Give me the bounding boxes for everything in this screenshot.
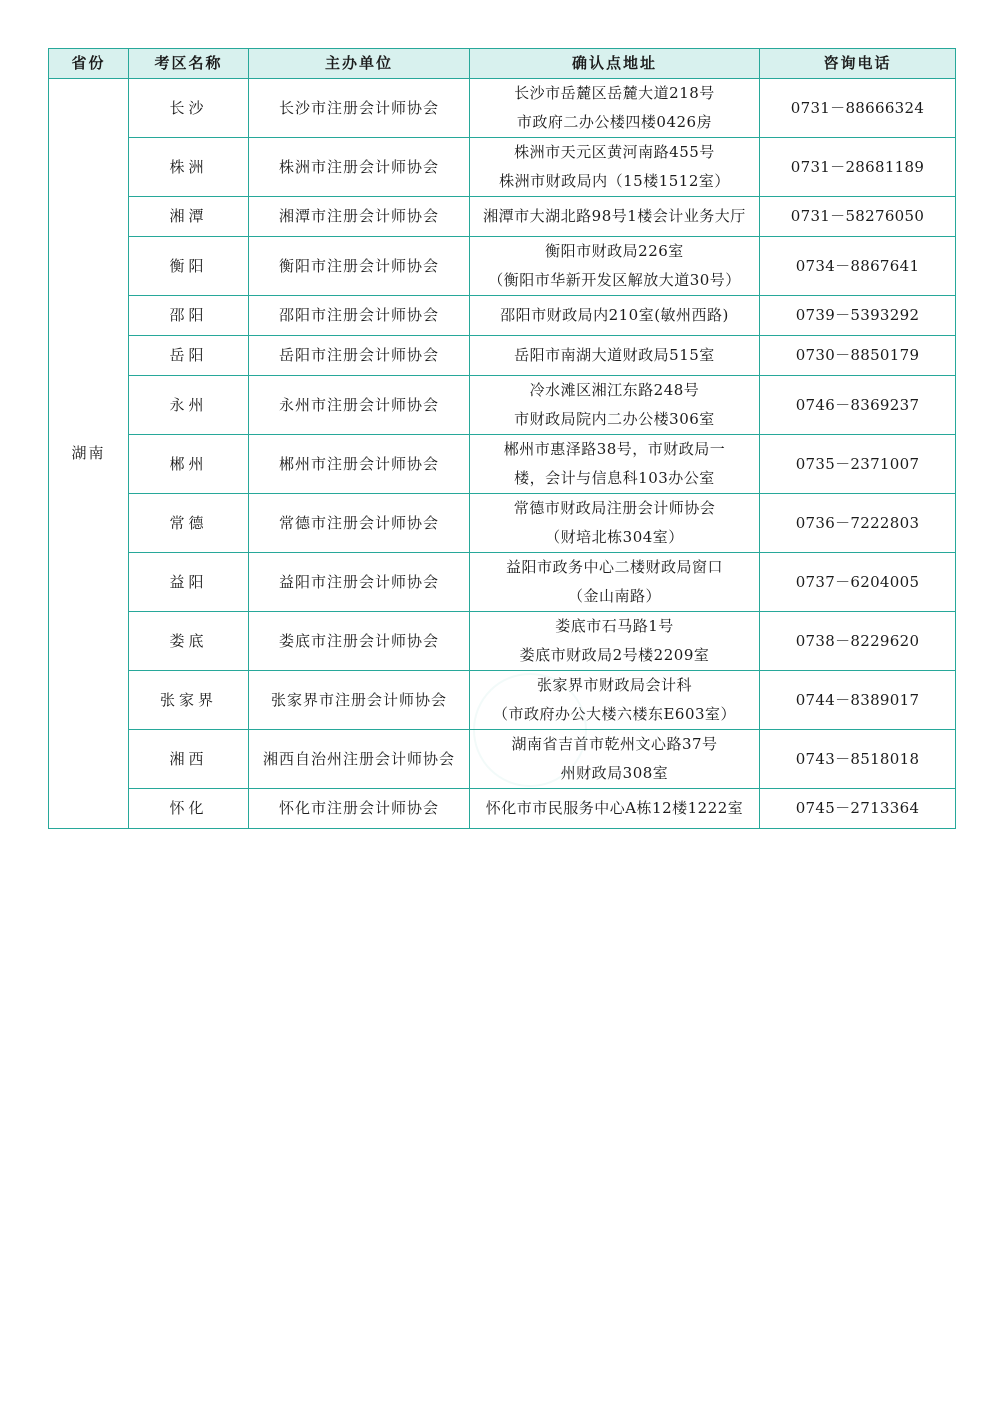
organizer-cell: 湘西自治州注册会计师协会 bbox=[249, 730, 470, 789]
organizer-cell: 娄底市注册会计师协会 bbox=[249, 612, 470, 671]
address-line: 株洲市财政局内（15楼1512室） bbox=[499, 172, 730, 190]
table-row bbox=[49, 612, 956, 671]
table-row bbox=[49, 138, 956, 197]
organizer-cell: 益阳市注册会计师协会 bbox=[249, 553, 470, 612]
area-cell: 湘潭 bbox=[129, 197, 249, 237]
area-cell: 娄底 bbox=[129, 612, 249, 671]
address-line: 衡阳市财政局226室 bbox=[545, 242, 684, 260]
table-row bbox=[49, 435, 956, 494]
address-cell bbox=[470, 730, 760, 789]
organizer-cell: 岳阳市注册会计师协会 bbox=[249, 336, 470, 376]
header-area: 考区名称 bbox=[129, 49, 249, 79]
area-cell: 株洲 bbox=[129, 138, 249, 197]
area-cell: 张家界 bbox=[129, 671, 249, 730]
organizer-cell: 衡阳市注册会计师协会 bbox=[249, 237, 470, 296]
exam-site-table bbox=[48, 48, 956, 829]
table-row bbox=[49, 553, 956, 612]
table-row bbox=[49, 336, 956, 376]
organizer-cell: 长沙市注册会计师协会 bbox=[249, 79, 470, 138]
address-line: 市财政局院内二办公楼306室 bbox=[514, 410, 715, 428]
table-row bbox=[49, 376, 956, 435]
area-cell: 衡阳 bbox=[129, 237, 249, 296]
table-row bbox=[49, 79, 956, 138]
address-cell bbox=[470, 296, 760, 336]
phone-cell: 0739－5393292 bbox=[760, 296, 956, 336]
area-cell: 郴州 bbox=[129, 435, 249, 494]
phone-cell: 0743－8518018 bbox=[760, 730, 956, 789]
organizer-cell: 邵阳市注册会计师协会 bbox=[249, 296, 470, 336]
phone-cell: 0745－2713364 bbox=[760, 789, 956, 829]
address-cell bbox=[470, 79, 760, 138]
address-line: （金山南路） bbox=[567, 587, 661, 605]
organizer-cell: 张家界市注册会计师协会 bbox=[249, 671, 470, 730]
phone-cell: 0735－2371007 bbox=[760, 435, 956, 494]
phone-cell: 0731－88666324 bbox=[760, 79, 956, 138]
phone-cell: 0736－7222803 bbox=[760, 494, 956, 553]
province-cell: 湖南 bbox=[49, 79, 129, 829]
address-line: 州财政局308室 bbox=[560, 764, 669, 782]
organizer-cell: 湘潭市注册会计师协会 bbox=[249, 197, 470, 237]
address-line: 张家界市财政局会计科 bbox=[536, 676, 692, 694]
phone-cell: 0744－8389017 bbox=[760, 671, 956, 730]
area-cell: 岳阳 bbox=[129, 336, 249, 376]
address-line: （财培北栋304室） bbox=[545, 528, 684, 546]
organizer-cell: 株洲市注册会计师协会 bbox=[249, 138, 470, 197]
address-line: 常德市财政局注册会计师协会 bbox=[513, 499, 716, 517]
table-row bbox=[49, 671, 956, 730]
table-row bbox=[49, 197, 956, 237]
phone-cell: 0737－6204005 bbox=[760, 553, 956, 612]
phone-cell: 0738－8229620 bbox=[760, 612, 956, 671]
address-line: 楼，会计与信息科103办公室 bbox=[514, 469, 715, 487]
phone-cell: 0734－8867641 bbox=[760, 237, 956, 296]
address-line: 湖南省吉首市乾州文心路37号 bbox=[511, 735, 718, 753]
phone-cell: 0731－28681189 bbox=[760, 138, 956, 197]
area-cell: 邵阳 bbox=[129, 296, 249, 336]
address-line: 娄底市石马路1号 bbox=[555, 617, 674, 635]
address-cell bbox=[470, 435, 760, 494]
address-cell bbox=[470, 494, 760, 553]
table-header-row bbox=[49, 49, 956, 79]
header-province: 省份 bbox=[49, 49, 129, 79]
address-line: 娄底市财政局2号楼2209室 bbox=[519, 646, 710, 664]
header-phone: 咨询电话 bbox=[760, 49, 956, 79]
table-row bbox=[49, 237, 956, 296]
area-cell: 永州 bbox=[129, 376, 249, 435]
address-cell bbox=[470, 612, 760, 671]
address-cell bbox=[470, 376, 760, 435]
address-line: 冷水滩区湘江东路248号 bbox=[529, 381, 700, 399]
phone-cell: 0746－8369237 bbox=[760, 376, 956, 435]
address-cell bbox=[470, 671, 760, 730]
address-line: （市政府办公大楼六楼东E603室） bbox=[492, 705, 737, 723]
area-cell: 怀化 bbox=[129, 789, 249, 829]
address-line: 长沙市岳麓区岳麓大道218号 bbox=[514, 84, 715, 102]
organizer-cell: 永州市注册会计师协会 bbox=[249, 376, 470, 435]
address-line: 株洲市天元区黄河南路455号 bbox=[514, 143, 715, 161]
phone-cell: 0731－58276050 bbox=[760, 197, 956, 237]
organizer-cell: 常德市注册会计师协会 bbox=[249, 494, 470, 553]
address-cell bbox=[470, 336, 760, 376]
document-page bbox=[48, 48, 955, 829]
organizer-cell: 郴州市注册会计师协会 bbox=[249, 435, 470, 494]
address-cell bbox=[470, 789, 760, 829]
phone-cell: 0730－8850179 bbox=[760, 336, 956, 376]
address-cell bbox=[470, 553, 760, 612]
address-line: 益阳市政务中心二楼财政局窗口 bbox=[505, 558, 723, 576]
table-row bbox=[49, 789, 956, 829]
address-line: 市政府二办公楼四楼0426房 bbox=[516, 113, 713, 131]
area-cell: 益阳 bbox=[129, 553, 249, 612]
address-line: 湘潭市大湖北路98号1楼会计业务大厅 bbox=[483, 207, 746, 225]
area-cell: 常德 bbox=[129, 494, 249, 553]
table-row bbox=[49, 730, 956, 789]
organizer-cell: 怀化市注册会计师协会 bbox=[249, 789, 470, 829]
address-line: 郴州市惠泽路38号，市财政局一 bbox=[503, 440, 726, 458]
address-cell bbox=[470, 197, 760, 237]
address-line: 岳阳市南湖大道财政局515室 bbox=[514, 346, 715, 364]
header-address: 确认点地址 bbox=[470, 49, 760, 79]
table-row bbox=[49, 296, 956, 336]
area-cell: 长沙 bbox=[129, 79, 249, 138]
area-cell: 湘西 bbox=[129, 730, 249, 789]
address-line: 怀化市市民服务中心A栋12楼1222室 bbox=[485, 799, 744, 817]
address-line: （衡阳市华新开发区解放大道30号） bbox=[488, 271, 741, 289]
address-line: 邵阳市财政局内210室(敏州西路) bbox=[500, 306, 729, 324]
address-cell bbox=[470, 138, 760, 197]
table-body bbox=[49, 79, 956, 829]
table-row bbox=[49, 494, 956, 553]
address-cell bbox=[470, 237, 760, 296]
header-organizer: 主办单位 bbox=[249, 49, 470, 79]
